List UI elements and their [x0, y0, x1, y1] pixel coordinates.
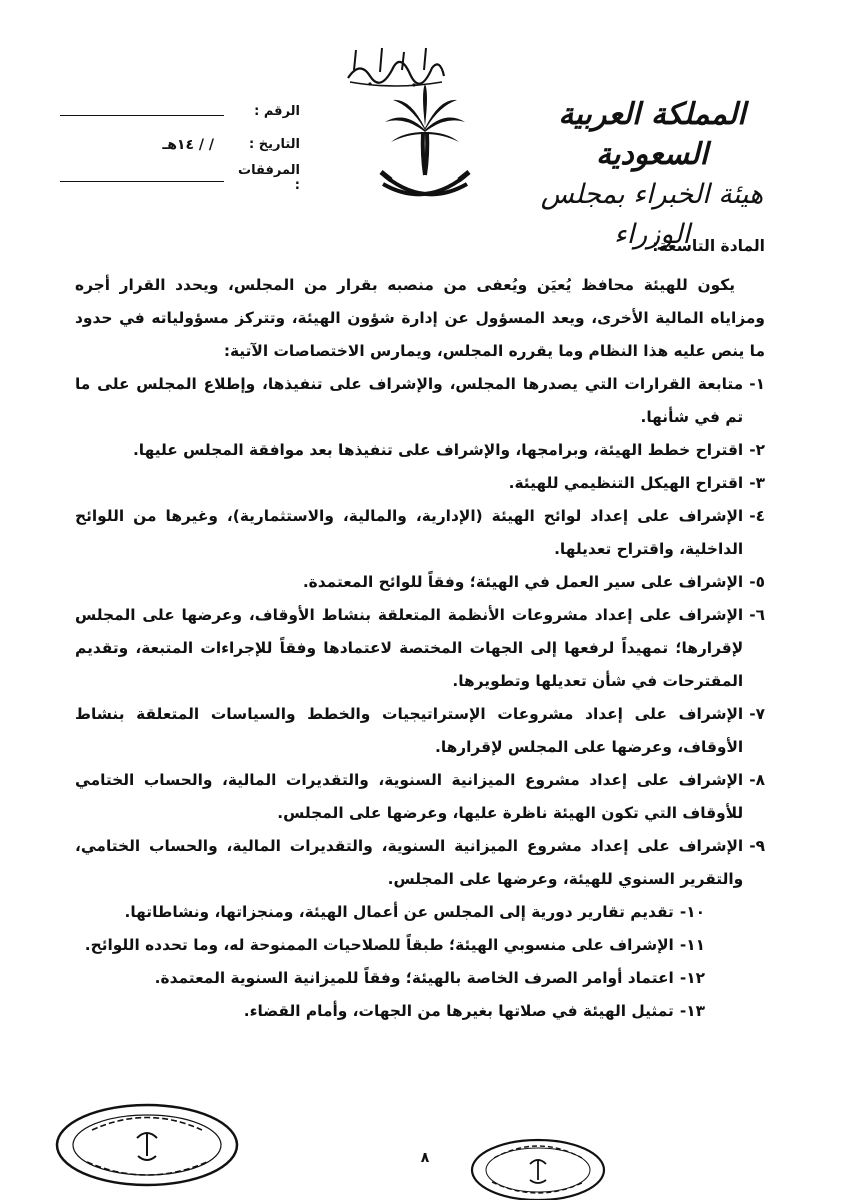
authority-seal-stamp-icon [468, 1130, 608, 1200]
item-text: اقتراح خطط الهيئة، وبرامجها، والإشراف على تنفيذها بعد موافقة المجلس عليها. [132, 441, 744, 459]
reference-field [40, 95, 300, 128]
letter-meta-fields [40, 95, 300, 194]
article-intro: يكون للهيئة محافظ يُعيَن ويُعفى من منصبه بقرار من المجلس، ويحدد القرار أجره ومزاياه المالية الأخرى، ويعد المسؤول عن إدارة شؤون الهيئة، وتتركز مسؤولياته في حدود ما ينص عليه هذا النظام وما يقرره المجلس، ويمارس الاختصاصات الآتية: [75, 276, 765, 360]
date-value: / / ١٤هـ [162, 136, 214, 153]
item-text: الإشراف على إعداد مشروع الميزانية السنوية، والتقديرات المالية، والحساب الختامي للأوقاف التي تكون الهيئة ناظرة عليها، وعرضها على المجلس. [75, 771, 744, 822]
item-number: ٩- [749, 837, 765, 855]
item-text: تقديم تقارير دورية إلى المجلس عن أعمال الهيئة، ومنجزاتها، ونشاطاتها. [124, 903, 674, 921]
item-text: الإشراف على سير العمل في الهيئة؛ وفقاً للوائح المعتمدة. [302, 573, 744, 591]
item-text: الإشراف على إعداد مشروعات الأنظمة المتعلقة بنشاط الأوقاف، وعرضها على المجلس لإقرارها؛ تمهيداً لرفعها إلى الجهات المختصة لاعتمادها وفقاً للإجراءات المتبعة، وتقديم المقترحات في شأن تعديلها وتطويرها. [75, 606, 744, 690]
reference-label: الرقم : [254, 104, 300, 119]
list-item [75, 995, 765, 1028]
item-number: ٨- [749, 771, 765, 789]
item-text: تمثيل الهيئة في صلاتها بغيرها من الجهات، وأمام القضاء. [243, 1002, 674, 1020]
list-item [75, 830, 765, 896]
reference-line [60, 107, 224, 116]
kingdom-name: المملكة العربية السعودية [558, 97, 746, 172]
list-item [75, 929, 765, 962]
item-number: ٢- [749, 441, 765, 459]
item-number: ١١- [679, 936, 705, 954]
item-text: الإشراف على إعداد مشروع الميزانية السنوية، والتقديرات المالية، والحساب الختامي، والتقرير السنوي للهيئة، وعرضها على المجلس. [75, 837, 744, 888]
page-number: ٨ [420, 1150, 430, 1166]
list-item [75, 500, 765, 566]
item-number: ١٣- [679, 1002, 705, 1020]
list-item [75, 368, 765, 434]
item-number: ١٢- [679, 969, 705, 987]
item-text: الإشراف على منسوبي الهيئة؛ طبقاً للصلاحيات الممنوحة له، وما تحدده اللوائح. [84, 936, 674, 954]
item-number: ٥- [749, 573, 765, 591]
date-label: التاريخ : [249, 137, 300, 152]
list-item [75, 896, 765, 929]
item-text: اعتماد أوامر الصرف الخاصة بالهيئة؛ وفقاً للميزانية السنوية المعتمدة. [154, 969, 674, 987]
list-item [75, 599, 765, 698]
list-item [75, 467, 765, 500]
attachments-field [40, 161, 300, 194]
item-number: ١- [749, 375, 765, 393]
date-field [40, 128, 300, 161]
item-number: ٧- [749, 705, 765, 723]
item-number: ٦- [749, 606, 765, 624]
organization-name: هيئة الخبراء بمجلس الوزراء [540, 179, 764, 250]
item-number: ٣- [749, 474, 765, 492]
list-item [75, 962, 765, 995]
list-item [75, 566, 765, 599]
list-item [75, 764, 765, 830]
article-heading: المادة التاسعة: [652, 237, 765, 255]
attachments-label: المرفقات : [238, 162, 300, 193]
palm-swords-emblem-icon [375, 80, 475, 205]
item-text: الإشراف على إعداد لوائح الهيئة (الإدارية، والمالية، والاستثمارية)، وغيرها من اللوائح الداخلية، واقتراح تعديلها. [75, 507, 744, 558]
item-text: الإشراف على إعداد مشروعات الإستراتيجيات والخطط والسياسات المتعلقة بنشاط الأوقاف، وعرضها على المجلس لإقرارها. [75, 705, 744, 756]
attachments-line [60, 173, 224, 182]
official-seal-stamp-icon [52, 1100, 242, 1190]
list-item [75, 698, 765, 764]
article-body [75, 230, 765, 1028]
item-number: ١٠- [679, 903, 705, 921]
item-number: ٤- [749, 507, 765, 525]
item-text: اقتراح الهيكل التنظيمي للهيئة. [508, 474, 744, 492]
item-text: متابعة القرارات التي يصدرها المجلس، والإشراف على تنفيذها، وإطلاع المجلس على ما تم في شأنها. [75, 375, 744, 426]
list-item [75, 434, 765, 467]
